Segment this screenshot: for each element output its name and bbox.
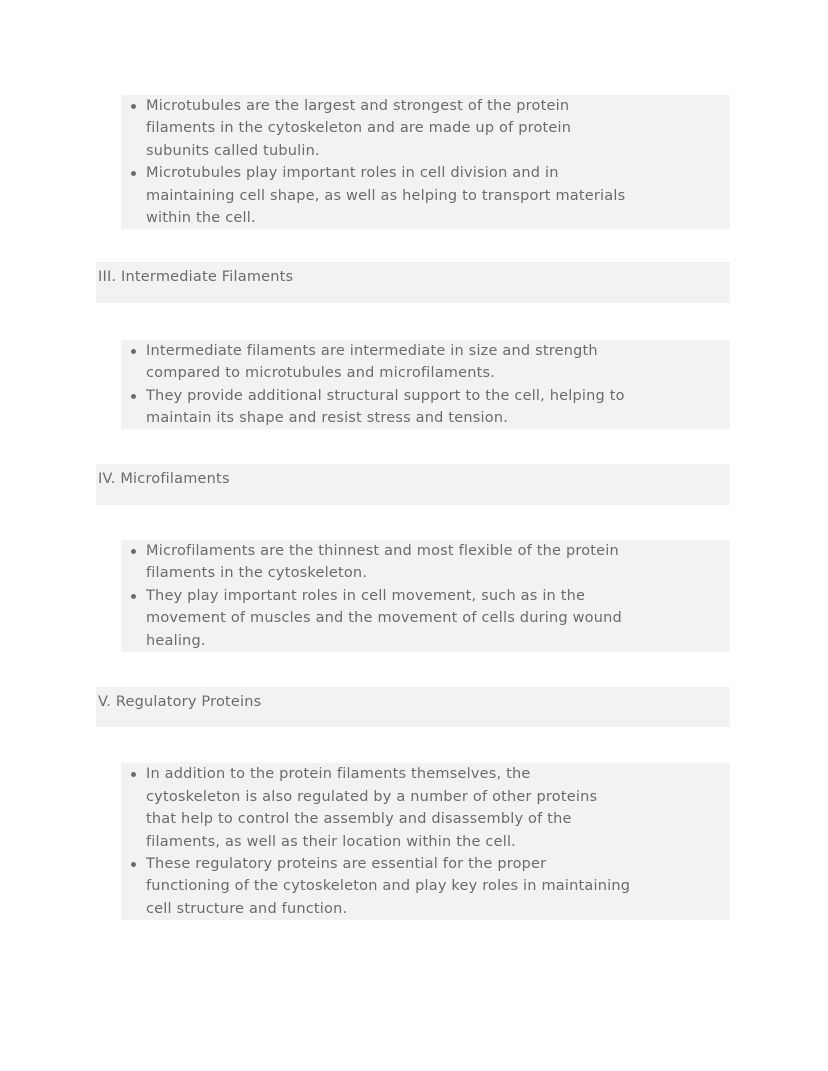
heading-text: III. Intermediate Filaments xyxy=(98,269,294,286)
list-item xyxy=(121,162,730,229)
bullet-list-microtubules xyxy=(121,95,730,229)
heading-text: V. Regulatory Proteins xyxy=(98,693,262,710)
list-item xyxy=(121,853,730,920)
list-item-text: These regulatory proteins are essential for the proper functioning of the cytoskeleton and play key roles in maintaining cell structure and function. xyxy=(146,855,631,917)
heading-intermediate-filaments xyxy=(96,262,730,302)
bullet-icon xyxy=(131,171,136,176)
heading-microfilaments xyxy=(96,464,730,504)
heading-regulatory-proteins xyxy=(96,687,730,727)
bullet-icon xyxy=(131,862,136,867)
bullet-icon xyxy=(131,349,136,354)
list-item xyxy=(121,95,730,162)
list-item xyxy=(121,763,730,853)
bullet-list-microfilaments xyxy=(121,540,730,652)
bullet-icon xyxy=(131,594,136,599)
list-item-text: Intermediate filaments are intermediate in size and strength compared to microtubules and microfilaments. xyxy=(146,342,598,382)
bullet-list-intermediate-filaments xyxy=(121,340,730,430)
list-item-text: They play important roles in cell movement, such as in the movement of muscles and the movement of cells during wound healing. xyxy=(146,587,622,649)
list-item-text: In addition to the protein filaments themselves, the cytoskeleton is also regulated by a number of other proteins that help to control the assembly and disassembly of the filaments, as well as their location within the cell. xyxy=(146,766,598,850)
bullet-icon xyxy=(131,104,136,109)
list-item xyxy=(121,340,730,385)
bullet-list-regulatory-proteins xyxy=(121,763,730,920)
bullet-icon xyxy=(131,549,136,554)
heading-text: IV. Microfilaments xyxy=(98,471,230,488)
list-item xyxy=(121,585,730,652)
bullet-icon xyxy=(131,772,136,777)
list-item xyxy=(121,385,730,430)
list-item xyxy=(121,540,730,585)
bullet-icon xyxy=(131,394,136,399)
list-item-text: Microtubules play important roles in cell division and in maintaining cell shape, as well as helping to transport materials within the cell. xyxy=(146,165,626,227)
list-item-text: Microtubules are the largest and strongest of the protein filaments in the cytoskeleton and are made up of protein subunits called tubulin. xyxy=(146,98,572,159)
list-item-text: They provide additional structural support to the cell, helping to maintain its shape and resist stress and tension. xyxy=(146,387,625,427)
list-item-text: Microfilaments are the thinnest and most flexible of the protein filaments in the cytoskeleton. xyxy=(146,542,619,582)
